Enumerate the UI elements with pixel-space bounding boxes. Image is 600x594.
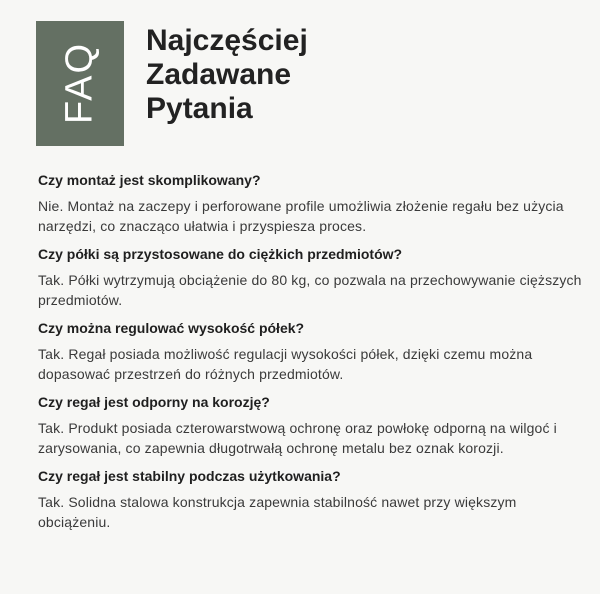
faq-item <box>38 466 592 532</box>
page-title <box>146 24 308 126</box>
faq-badge <box>36 21 124 146</box>
page-title-line-2: Zadawane <box>146 58 292 91</box>
faq-answer: Nie. Montaż na zaczepy i perforowane profile umożliwia złożenie regału bez użycia narzędzi, co znacząco ułatwia i przyspiesza proces. <box>38 198 564 234</box>
faq-list <box>38 170 592 540</box>
faq-item <box>38 170 592 236</box>
faq-answer: Tak. Półki wytrzymują obciążenie do 80 kg, co pozwala na przechowywanie cięższych przedmiotów. <box>38 272 582 308</box>
page-title-line-3: Pytania <box>146 92 253 125</box>
faq-item <box>38 318 592 384</box>
page-title-line-1: Najczęściej <box>146 24 308 57</box>
faq-answer: Tak. Produkt posiada czterowarstwową ochronę oraz powłokę odporną na wilgoć i zarysowania, co zapewnia długotrwałą ochronę metalu bez oznak korozji. <box>38 420 557 456</box>
faq-answer: Tak. Regał posiada możliwość regulacji wysokości półek, dzięki czemu można dopasować przestrzeń do różnych przedmiotów. <box>38 346 533 382</box>
faq-question: Czy montaż jest skomplikowany? <box>38 172 261 188</box>
faq-question: Czy regał jest stabilny podczas użytkowania? <box>38 468 341 484</box>
faq-question: Czy można regulować wysokość półek? <box>38 320 305 336</box>
faq-answer: Tak. Solidna stalowa konstrukcja zapewnia stabilność nawet przy większym obciążeniu. <box>38 494 517 530</box>
faq-item <box>38 244 592 310</box>
faq-question: Czy regał jest odporny na korozję? <box>38 394 270 410</box>
faq-question: Czy półki są przystosowane do ciężkich przedmiotów? <box>38 246 403 262</box>
faq-badge-label: FAQ <box>58 41 101 125</box>
faq-item <box>38 392 592 458</box>
